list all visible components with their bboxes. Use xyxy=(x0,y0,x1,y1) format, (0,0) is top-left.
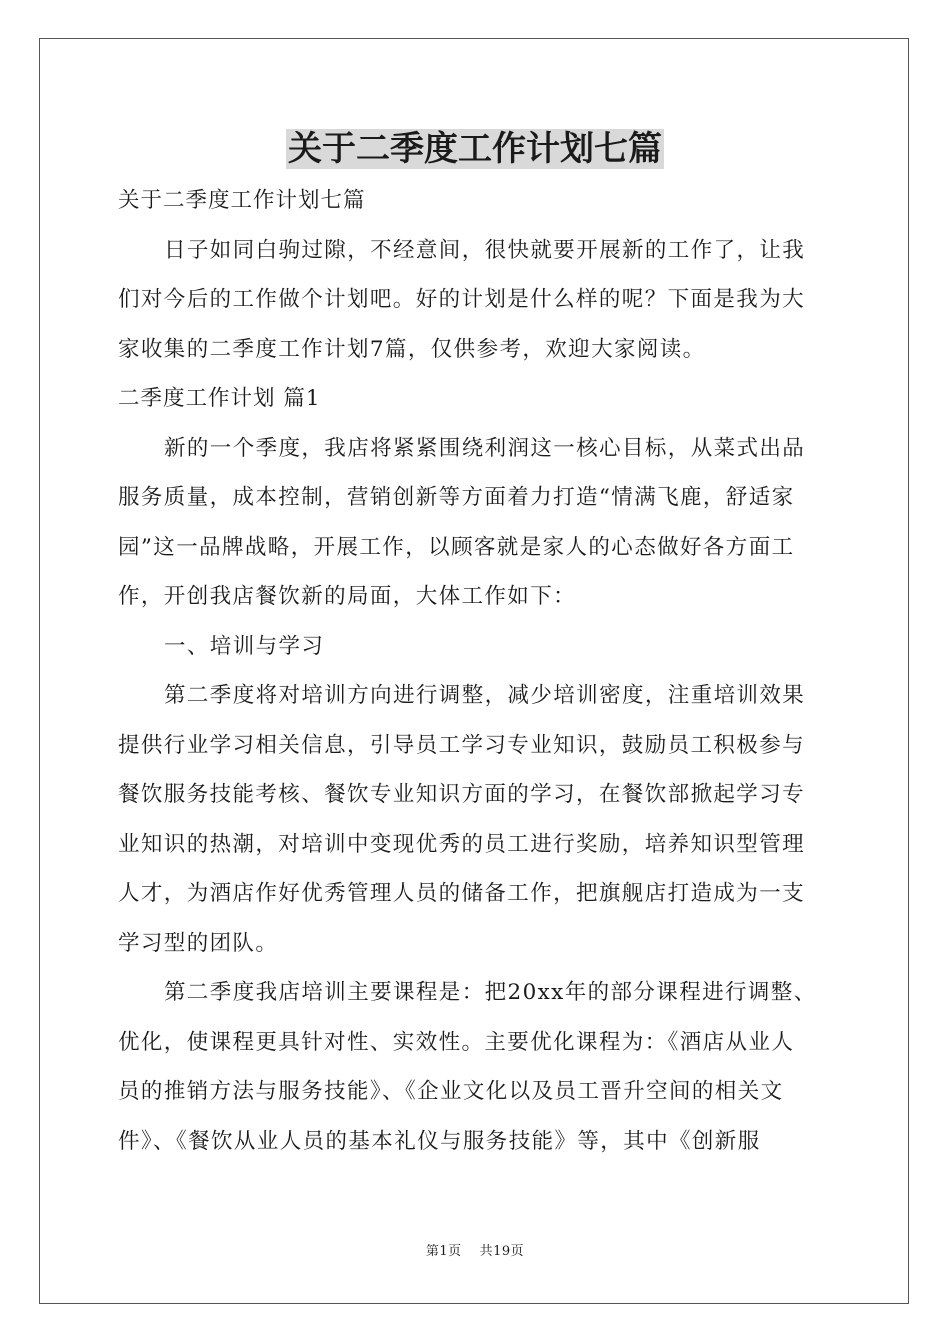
paragraph-line: 餐饮服务技能考核、餐饮专业知识方面的学习，在餐饮部掀起学习专 xyxy=(118,782,806,807)
paragraph-line: 员的推销方法与服务技能》、《企业文化以及员工晋升空间的相关文 xyxy=(118,1079,784,1104)
document-body xyxy=(118,176,834,1166)
subtitle-line: 关于二季度工作计划七篇 xyxy=(118,188,366,213)
page-number: 第1页 xyxy=(425,1244,462,1259)
paragraph-line: 提供行业学习相关信息，引导员工学习专业知识，鼓励员工积极参与 xyxy=(118,732,806,758)
paragraph-line: 新的一个季度，我店将紧紧围绕利润这一核心目标，从菜式出品 xyxy=(164,435,806,461)
paragraph-line: 第二季度将对培训方向进行调整，减少培训密度，注重培训效果 xyxy=(164,683,806,708)
section-heading: 二季度工作计划 篇1 xyxy=(118,386,321,411)
paragraph-line: 日子如同白驹过隙，不经意间，很快就要开展新的工作了，让我 xyxy=(164,237,806,263)
paragraph-line: 作，开创我店餐饮新的局面，大体工作如下： xyxy=(118,584,577,609)
paragraph-line: 服务质量，成本控制，营销创新等方面着力打造“情满飞鹿，舒适家 xyxy=(118,485,795,510)
paragraph-line: 学习型的团队。 xyxy=(118,930,279,956)
page-footer xyxy=(0,1240,950,1259)
paragraph-line: 业知识的热潮，对培训中变现优秀的员工进行奖励，培养知识型管理 xyxy=(118,831,806,857)
paragraph-line: 人才，为酒店作好优秀管理人员的储备工作，把旗舰店打造成为一支 xyxy=(118,881,806,906)
paragraph-line: 件》、《餐饮从业人员的基本礼仪与服务技能》等，其中《创新服 xyxy=(118,1128,761,1154)
document-title xyxy=(0,122,950,176)
paragraph-line: 们对今后的工作做个计划吧。好的计划是什么样的呢？下面是我为大 xyxy=(118,287,806,312)
document-title-text: 关于二季度工作计划七篇 xyxy=(288,129,662,169)
paragraph-line: 园”这一品牌战略，开展工作，以顾客就是家人的心态做好各方面工 xyxy=(118,534,795,560)
paragraph-line: 优化，使课程更具针对性、实效性。主要优化课程为：《酒店从业人 xyxy=(118,1029,795,1055)
paragraph-line: 第二季度我店培训主要课程是：把20xx年的部分课程进行调整、 xyxy=(164,980,817,1005)
paragraph-line: 家收集的二季度工作计划7篇，仅供参考，欢迎大家阅读。 xyxy=(118,336,706,362)
page-total: 共19页 xyxy=(479,1244,525,1259)
subsection-heading: 一、培训与学习 xyxy=(164,633,325,659)
